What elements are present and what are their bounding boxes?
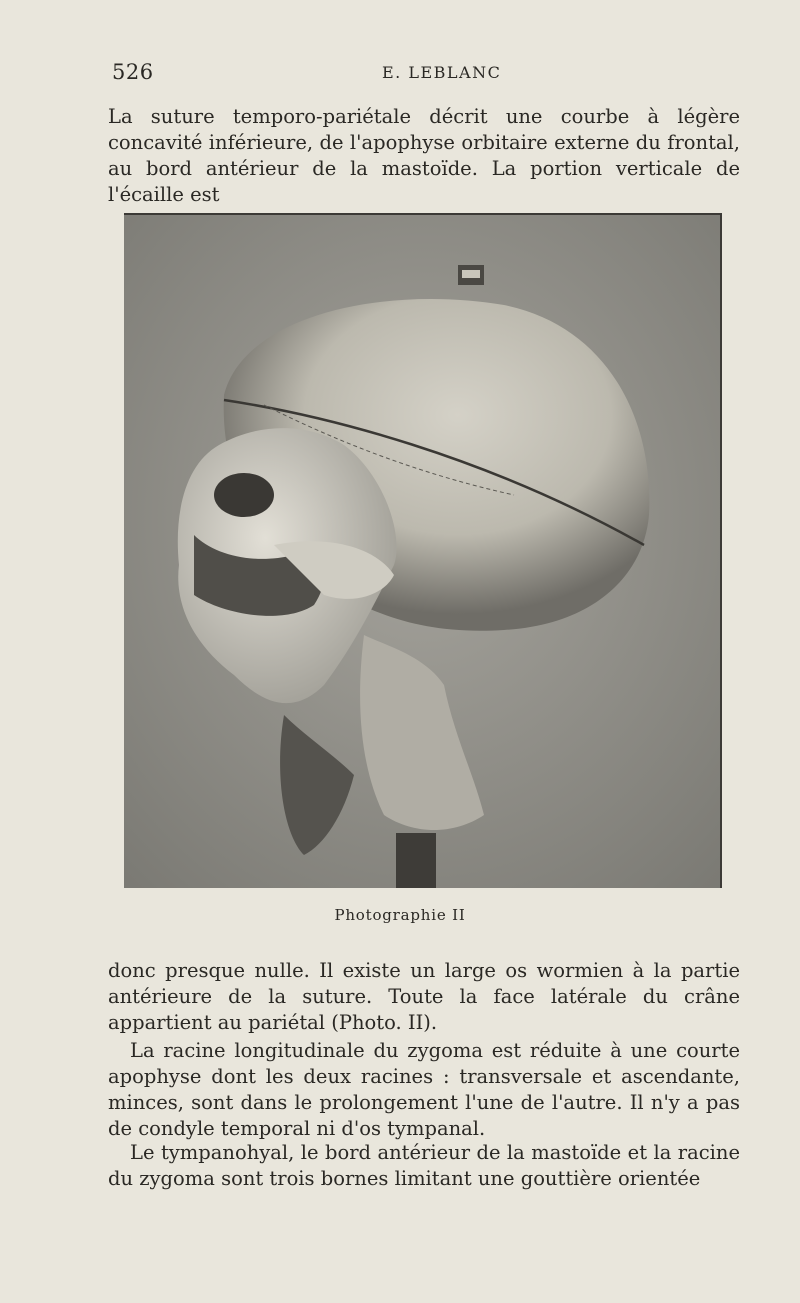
- page-header: [112, 60, 748, 90]
- skull-photograph: [124, 215, 720, 888]
- paragraph-bottom-3: Le tympanohyal, le bord antérieur de la mastoïde et la racine du zygoma sont trois bornes limitant une gouttière orientée: [108, 1141, 740, 1190]
- paragraph-bottom-1: donc presque nulle. Il existe un large os wormien à la partie antérieure de la suture. Toute la face latérale du crâne appartient au pariétal (Photo. II).: [108, 959, 740, 1034]
- figure-photograph: [124, 213, 722, 888]
- figure-caption: [0, 906, 800, 924]
- caption-text: Photographie II: [334, 906, 466, 924]
- running-head: E. LEBLANC: [382, 63, 502, 82]
- paragraph-top: La suture temporo-pariétale décrit une courbe à légère concavité inférieure, de l'apophyse orbitaire externe du frontal, au bord antérieur de la mastoïde. La portion verticale de l'écaille est: [108, 105, 740, 206]
- page-number: 526: [112, 60, 154, 84]
- paragraph-bottom-2: La racine longitudinale du zygoma est réduite à une courte apophyse dont les deux racines : transversale et ascendante, minces, sont dans le prolongement l'une de l'autre. Il n'y a pas de condyle temporal ni d'os tympanal.: [108, 1039, 740, 1140]
